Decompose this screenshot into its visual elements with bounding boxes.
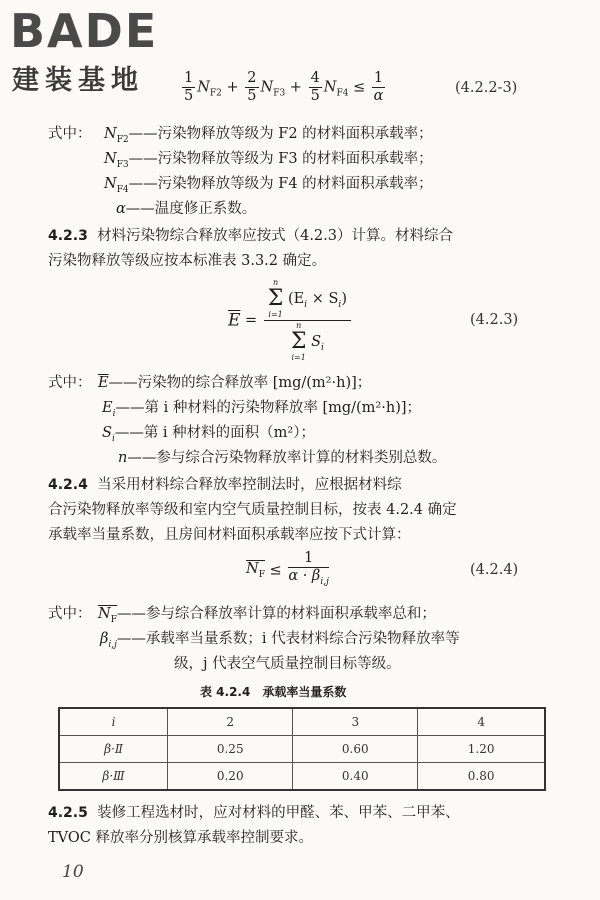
- where2-item-n: n——参与综合污染物释放率计算的材料类别总数。: [118, 450, 447, 466]
- fraction-one-over-alpha: $\frac{1}{\alpha}$: [373, 70, 384, 104]
- table-cell: 0.40: [293, 763, 418, 791]
- table-row: [59, 763, 545, 791]
- table-cell: β·Ⅲ: [59, 763, 168, 791]
- sum-fraction: n Σ i=1 $(E_i \times S_i)$ n Σ i=1 $S_i$: [264, 278, 351, 363]
- where3-item-beta: $\beta_{i,j}——$承载率当量系数；i 代表材料综合污染物释放率等: [100, 631, 460, 650]
- logo-subtitle: 建装基地: [12, 65, 144, 96]
- table-row: [59, 736, 545, 763]
- e-bar-symbol: $\overline{E}$: [228, 310, 241, 331]
- section-4-2-3-line2: 污染物释放等级应按本标准表 3.3.2 确定。: [48, 253, 327, 269]
- table-caption: 表 4.2.4 承载率当量系数: [200, 685, 347, 699]
- where3-item-beta-cont: 级，j 代表空气质量控制目标等级。: [174, 656, 401, 672]
- where1-item-nf4: $N_{F4}——$污染物释放等级为 F4 的材料面积承载率；: [104, 176, 433, 195]
- section-4-2-4-line3: 承载率当量系数，且房间材料面积承载率应按下式计算：: [48, 527, 411, 543]
- fraction-one-fifth: $\frac{1}{5}$: [184, 70, 194, 104]
- fraction-four-fifths: $\frac{4}{5}$: [310, 70, 320, 104]
- table-cell: 1.20: [418, 736, 545, 763]
- equation-4-2-4: $N_F$ ≤ $\frac{1}{\alpha \cdot \beta_{i,j}}$: [246, 550, 331, 591]
- table-header-cell: i: [59, 708, 168, 736]
- where1-item-nf2: $N_{F2}——$污染物释放等级为 F2 的材料面积承载率；: [104, 126, 433, 145]
- where-intro-3: 式中：: [48, 606, 92, 622]
- table-cell: 0.80: [418, 763, 545, 791]
- coefficient-table: [58, 707, 546, 791]
- where-intro-2: 式中：: [48, 375, 92, 391]
- section-4-2-3-line1: 4.2.3 材料污染物综合释放率应按式（4.2.3）计算。材料综合: [48, 228, 453, 244]
- table-header-cell: 3: [293, 708, 418, 736]
- where2-item-si: $S_i——$第 i 种材料的面积（m²）；: [102, 425, 315, 444]
- equation-4-2-2-3: $\frac{1}{5}$ $N_{F2}$ + $\frac{2}{5}$ $N_{F3}$ + $\frac{4}{5}$ $N_{F4}$ ≤ $\frac{1}{\alpha}$: [184, 70, 384, 104]
- fraction-two-fifths: $\frac{2}{5}$: [247, 70, 257, 104]
- where-intro-1: 式中：: [48, 126, 92, 142]
- where1-item-nf3: $N_{F3}——$污染物释放等级为 F3 的材料面积承载率；: [104, 151, 433, 170]
- table-cell: 0.60: [293, 736, 418, 763]
- section-4-2-5-line1: 4.2.5 装修工程选材时，应对材料的甲醛、苯、甲苯、二甲苯、: [48, 805, 460, 821]
- where3-item-nf: $N_F——$参与综合释放率计算的材料面积承载率总和；: [98, 606, 436, 625]
- page-number: 10: [62, 862, 84, 882]
- equation-4-2-3: $\overline{E}$ = n Σ i=1 $(E_i \times S_i)$ n Σ i=1 $S_i$: [228, 278, 353, 363]
- table-header-row: [59, 708, 545, 736]
- table-cell: β·Ⅱ: [59, 736, 168, 763]
- equation-number-4-2-2-3: (4.2.2-3): [455, 80, 518, 96]
- fraction-one-over-alpha-beta: $\frac{1}{\alpha \cdot \beta_{i,j}}$: [288, 550, 329, 587]
- section-4-2-4-line2: 合污染物释放率等级和室内空气质量控制目标，按表 4.2.4 确定: [48, 502, 457, 518]
- table-cell: 0.25: [168, 736, 293, 763]
- equation-number-4-2-4: (4.2.4): [470, 562, 519, 578]
- logo-brand: BADE: [10, 4, 159, 58]
- bade-logo: [6, 4, 186, 96]
- equation-number-4-2-3: (4.2.3): [470, 312, 519, 328]
- where2-item-ebar: $\overline{E}——$污染物的综合释放率 [mg/(m²·h)]；: [98, 375, 372, 391]
- table-header-cell: 4: [418, 708, 545, 736]
- table-cell: 0.20: [168, 763, 293, 791]
- where1-item-alpha: α——温度修正系数。: [116, 201, 257, 217]
- table-header-cell: 2: [168, 708, 293, 736]
- section-4-2-5-line2: TVOC 释放率分别核算承载率控制要求。: [48, 830, 313, 846]
- section-4-2-4-line1: 4.2.4 当采用材料综合释放率控制法时，应根据材料综: [48, 477, 402, 493]
- where2-item-ei: $E_i——$第 i 种材料的污染物释放率 [mg/(m²·h)]；: [102, 400, 422, 419]
